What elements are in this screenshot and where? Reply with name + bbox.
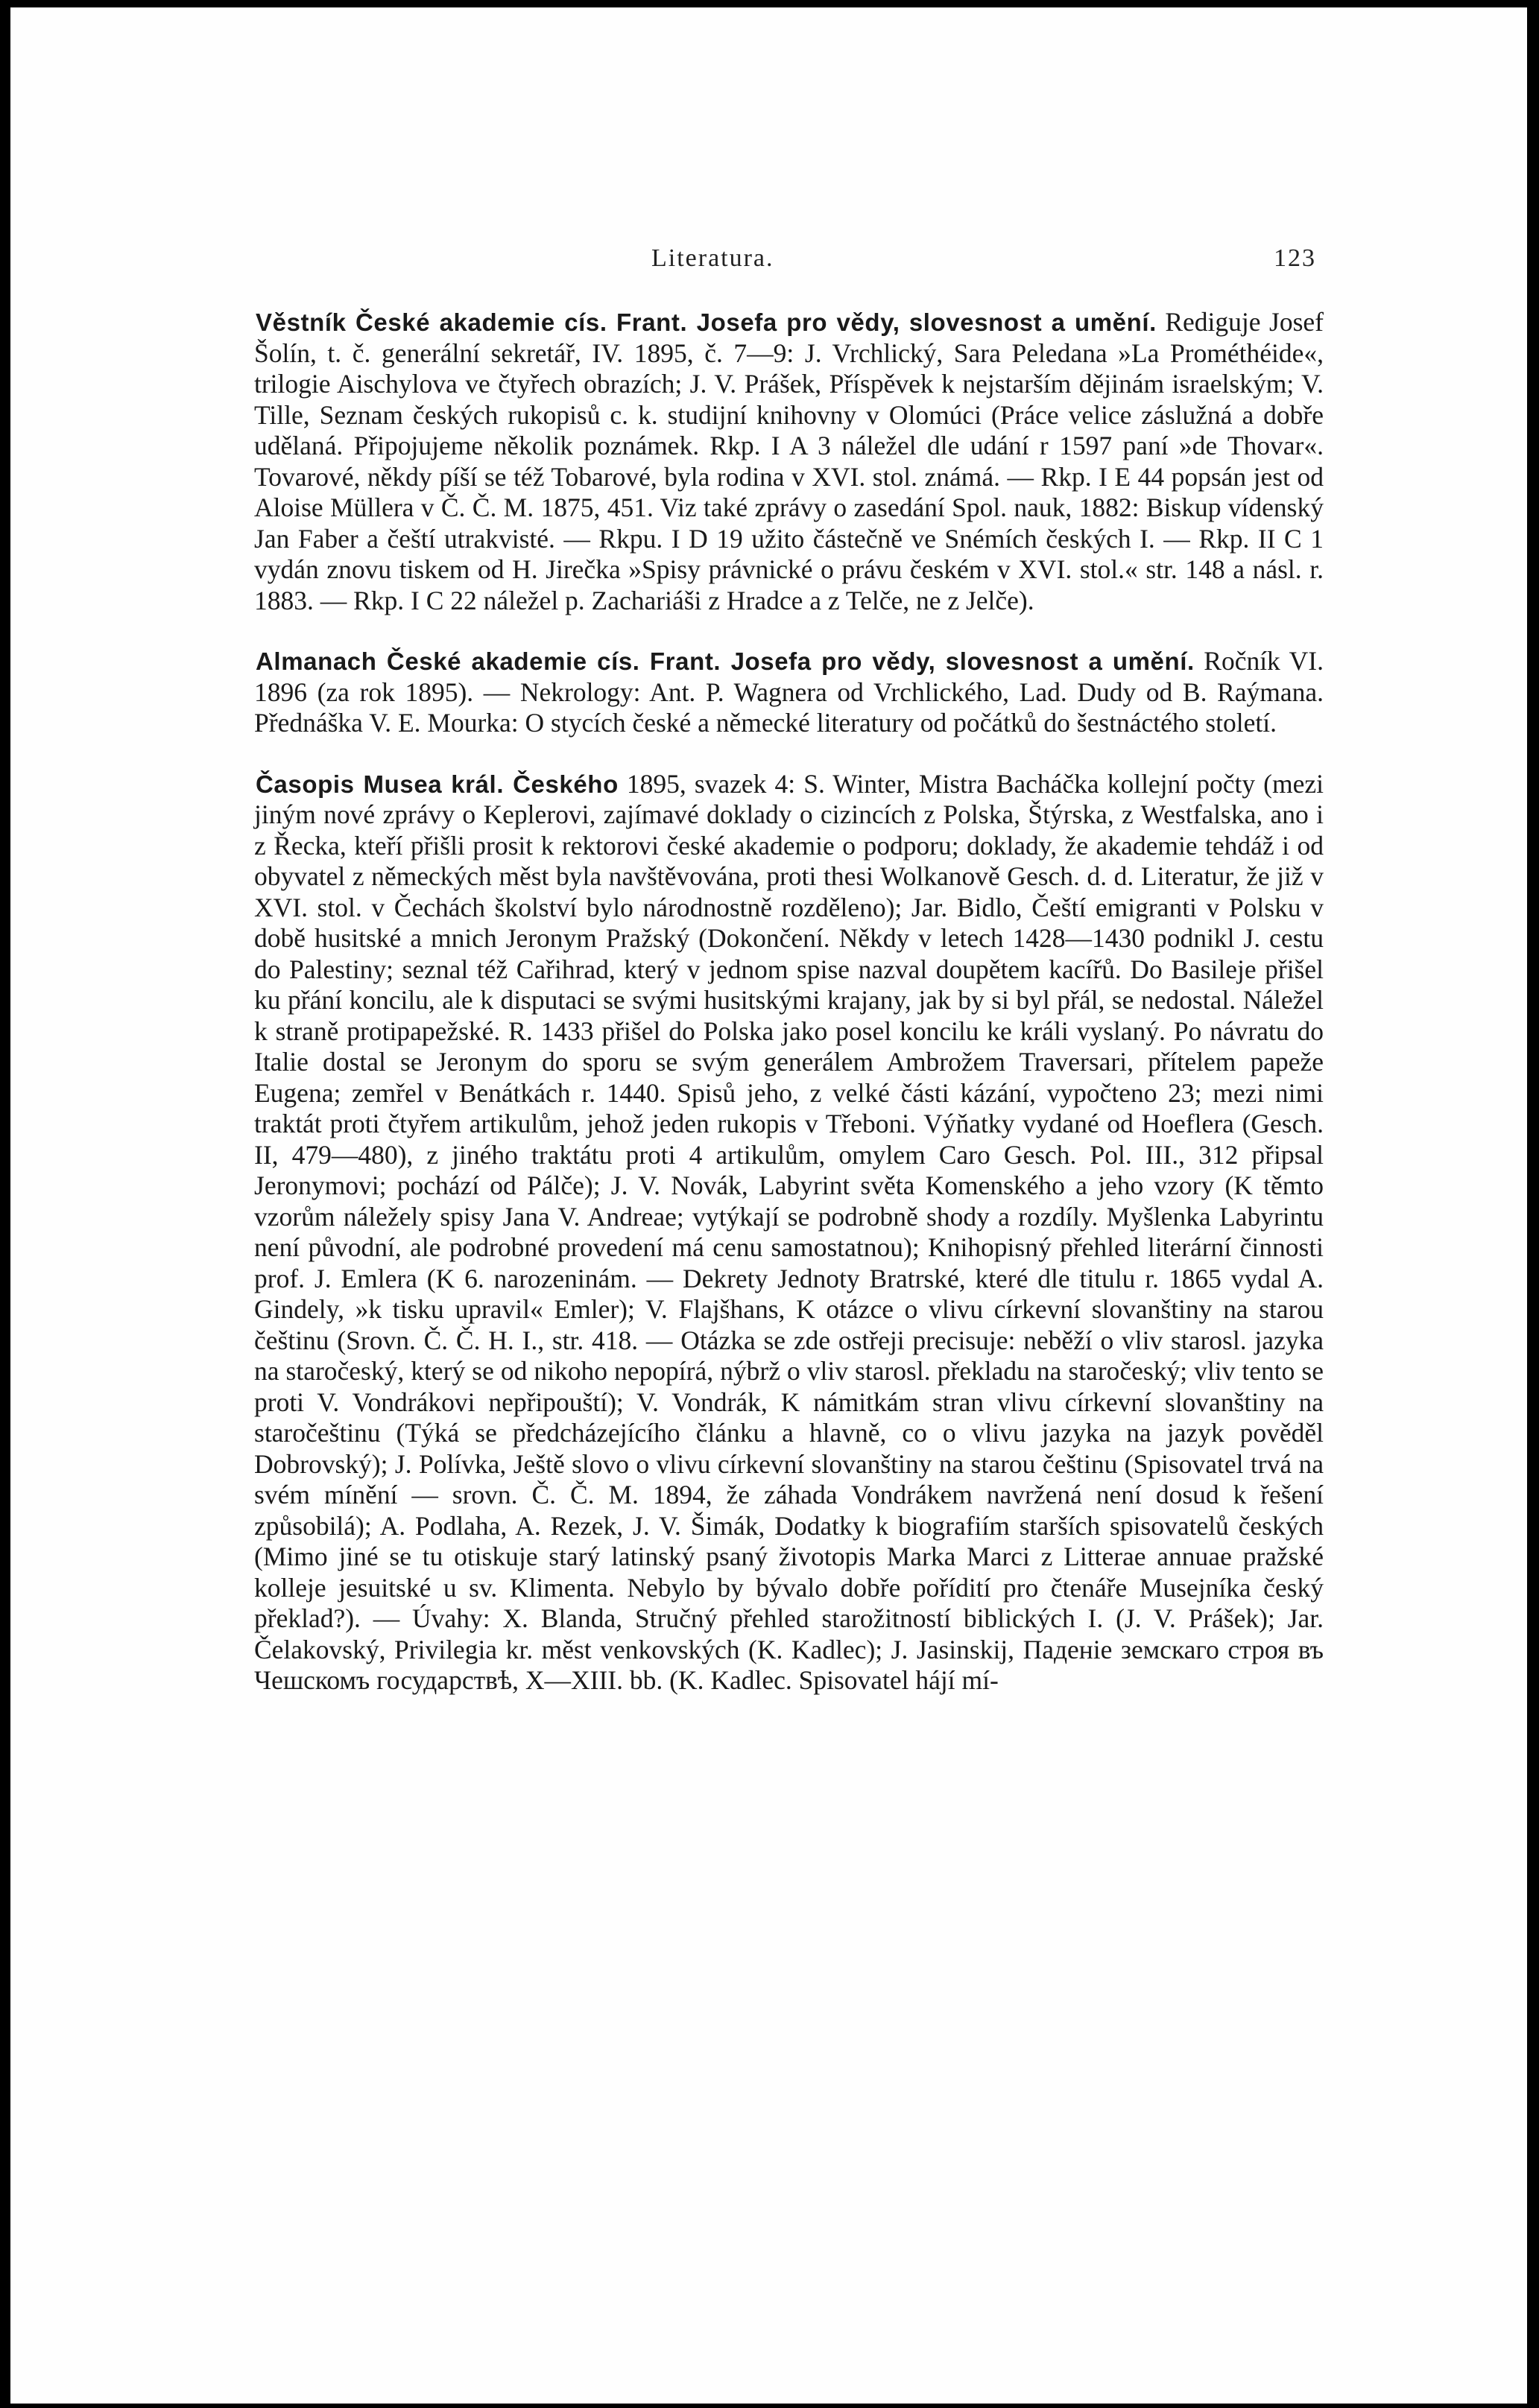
entry-lead: Almanach České akademie cís. Frant. Josefa pro vědy, slovesnost a umění. bbox=[256, 647, 1195, 675]
entry-lead: Časopis Musea král. Českého bbox=[256, 770, 619, 798]
entry-text: Rediguje Josef Šolín, t. č. generální sekretář, IV. 1895, č. 7—9: J. Vrchlický, Sara Peledana »La Prométhéide«, trilogie Aischylova ve čtyřech obrazích; J. V. Prášek, Příspěvek k nejstarším dějinám israelským; V. Tille, Seznam českých rukopisů c. k. studijní knihovny v Olomúci (Práce velice záslužná a dobře udělaná. Připojujeme několik poznámek. Rkp. I A 3 náležel dle udání r 1597 paní »de Thovar«. Tovarové, někdy píší se též Tobarové, byla rodina v XVI. stol. známá. — Rkp. I E 44 popsán jest od Aloise Müllera v Č. Č. M. 1875, 451. Viz také zprávy o zasedání Spol. nauk, 1882: Biskup vídenský Jan Faber a čeští utrakvisté. — Rkpu. I D 19 užito částečně ve Snémích českých I. — Rkp. II C 1 vydán znovu tiskem od H. Jirečka »Spisy právnické o právu českém v XVI. stol.« str. 148 a násl. r. 1883. — Rkp. I C 22 náležel p. Zachariáši z Hradce a z Telče, ne z Jelče). bbox=[254, 307, 1324, 615]
entry-casopis-musea bbox=[254, 769, 1324, 1696]
body-text bbox=[254, 307, 1324, 1726]
entry-almanach bbox=[254, 646, 1324, 739]
entry-text: Ročník VI. 1896 (za rok 1895). — Nekrology: Ant. P. Wagnera od Vrchlického, Lad. Dudy od B. Raýmana. Přednáška V. E. Mourka: O stycích české a německé literatury od počátků do šestnáctého století. bbox=[254, 646, 1324, 738]
header-title: Literatura. bbox=[651, 244, 774, 272]
entry-text: 1895, svazek 4: S. Winter, Mistra Bacháčka kollejní počty (mezi jiným nové zprávy o Keplerovi, zajímavé doklady o cizincích z Polska, Štýrska, z Westfalska, ano i z Řecka, kteří přišli prosit k rektorovi české akademie o podporu; doklady, že akademie tehdáž i od obyvatel z německých měst byla navštěvována, proti thesi Wolkanově Gesch. d. d. Literatur, že již v XVI. stol. v Čechách školství bylo národnostně rozděleno); Jar. Bidlo, Čeští emigranti v Polsku v době husitské a mnich Jeronym Pražský (Dokončení. Někdy v letech 1428—1430 podnikl J. cestu do Palestiny; seznal též Cařihrad, který v jednom spise nazval doupětem kacířů. Do Basileje přišel ku přání koncilu, ale k disputaci se svými husitskými krajany, jak by si byl přál, se nedostal. Náležel k straně protipapežské. R. 1433 přišel do Polska jako posel koncilu ke králi vyslaný. Po návratu do Italie dostal se Jeronym do sporu se svým generálem Ambrožem Traversari, přítelem papeže Eugena; zemřel v Benátkách r. 1440. Spisů jeho, z velké části kázání, vypočteno 23; mezi nimi traktát proti čtyřem artikulům, jehož jeden rukopis v Třeboni. Výňatky vydané od Hoeflera (Gesch. II, 479—480), z jiného traktátu proti 4 artikulům, omylem Caro Gesch. Pol. III., 312 připsal Jeronymovi; pochází od Pálče); J. V. Novák, Labyrint světa Komenského a jeho vzory (K těmto vzorům náležely spisy Jana V. Andreae; vytýkají se podrobně shody a rozdíly. Myšlenka Labyrintu není původní, ale podrobné provedení má cenu samostatnou); Knihopisný přehled literární činnosti prof. J. Emlera (K 6. narozeninám. — Dekrety Jednoty Bratrské, které dle titulu r. 1865 vydal A. Gindely, »k tisku upravil« Emler); V. Flajšhans, K otázce o vlivu církevní slovanštiny na starou češtinu (Srovn. Č. Č. H. I., str. 418. — Otázka se zde ostřeji precisuje: neběží o vliv starosl. jazyka na staročeský, který se od nikoho nepopírá, nýbrž o vliv starosl. překladu na staročeský; vliv tento se proti V. Vondrákovi nepřipouští); V. Vondrák, K námitkám stran vlivu církevní slovanštiny na staročeštinu (Týká se předcházejícího článku a hlavně, co o vlivu jazyka na jazyk pověděl Dobrovský); J. Polívka, Ještě slovo o vlivu církevní slovanštiny na starou češtinu (Spisovatel trvá na svém mínění — srovn. Č. Č. M. 1894, že záhada Vondrákem navržená není dosud k řešení způsobilá); A. Podlaha, A. Rezek, J. V. Šimák, Dodatky k biografiím starších spisovatelů českých (Mimo jiné se tu otiskuje starý latinský psaný životopis Marka Marci z Litterae annuae pražské kolleje jesuitské u sv. Klimenta. Nebylo by bývalo dobře pořídití pro čtenáře Musejníka český překlad?). — Úvahy: X. Blanda, Stručný přehled starožitností biblických I. (J. V. Prášek); Jar. Čelakovský, Privilegia kr. měst venkovských (K. Kadlec); J. Jasinskij, Паденіе земскаго строя въ Чешскомъ государствѣ, X—XIII. bb. (K. Kadlec. Spisovatel hájí mí- bbox=[254, 768, 1324, 1695]
entry-lead: Věstník České akademie cís. Frant. Josefa pro vědy, slovesnost a umění. bbox=[256, 308, 1157, 336]
running-header bbox=[10, 244, 1527, 274]
page-number: 123 bbox=[1274, 244, 1316, 272]
document-page bbox=[10, 7, 1527, 2404]
entry-vestnik bbox=[254, 307, 1324, 616]
